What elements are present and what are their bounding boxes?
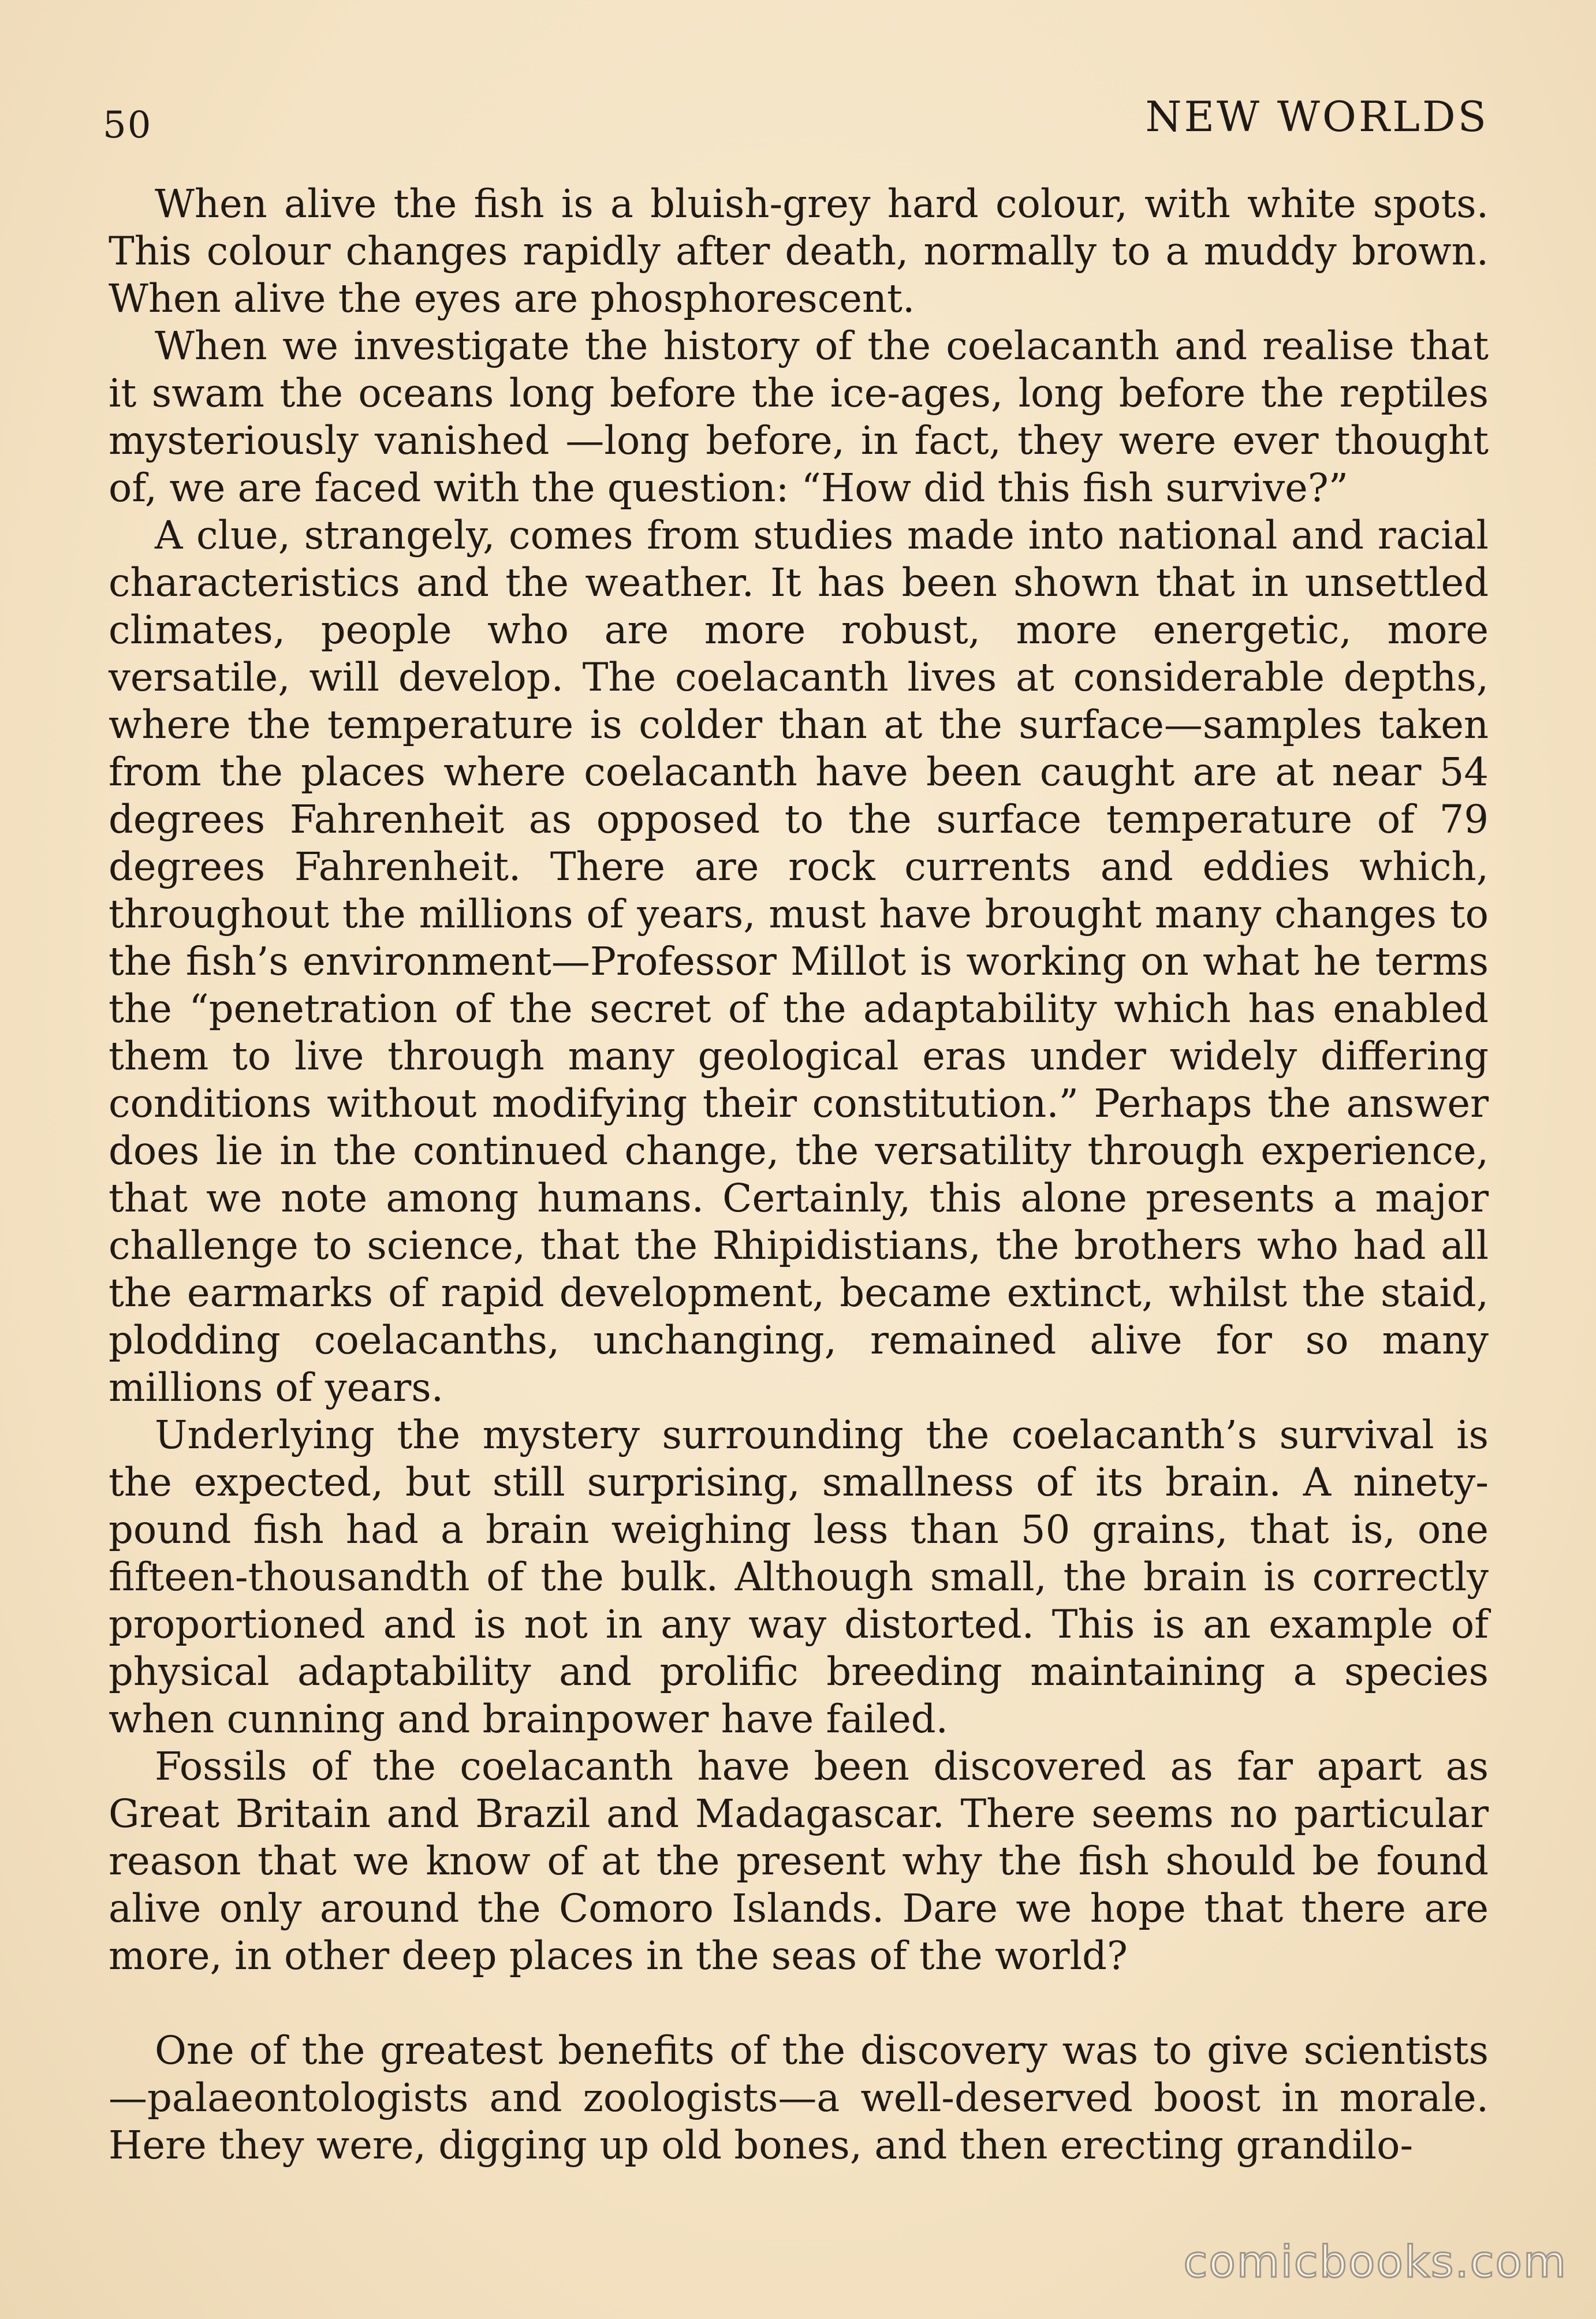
paragraph-brain-size: Underlying the mystery surrounding the coelacanth’s survival is the expected, but still surprising, smallness of its brain. A ninety-pound fish had a brain weighing less than 50 grains, that is, one fifteen-thousandth of the bulk. Although small, the brain is correctly proportioned and is not in any way distorted. This is an example of physical adaptability and prolific breeding maintaining a species when cunning and brainpower have failed.: [109, 1412, 1489, 1742]
paragraph-benefits: One of the greatest benefits of the discovery was to give scientists —palaeontologists and zoologists—a well-deserved boost in morale. Here they were, digging up old bones, and then erecting grandilo-: [109, 2028, 1489, 2168]
page-header: [103, 87, 1489, 150]
paragraph-climate-clue: A clue, strangely, comes from studies made into national and racial characteristics and the weather. It has been shown that in unsettled climates, people who are more robust, more energetic, more versatile, will develop. The coelacanth lives at considerable depths, where the temperature is colder than at the surface—samples taken from the places where coelacanth have been caught are at near 54 degrees Fahrenheit as opposed to the surface temperature of 79 degrees Fahrenheit. There are rock currents and eddies which, throughout the millions of years, must have brought many changes to the fish’s environment—Professor Millot is working on what he terms the “penetration of the secret of the adaptability which has enabled them to live through many geological eras under widely differing conditions without modifying their constitution.” Perhaps the answer does lie in the continued change, the versatility through experience, that we note among humans. Certainly, this alone presents a major challenge to science, that the Rhipidistians, the brothers who had all the earmarks of rapid development, became extinct, whilst the staid, plodding coelacanths, unchanging, remained alive for so many millions of years.: [109, 513, 1489, 1410]
page-number: 50: [103, 104, 152, 147]
body-text: [109, 180, 1489, 2169]
paragraph-fish-colour: When alive the fish is a bluish-grey hard colour, with white spots. This colour changes rapidly after death, normally to a muddy brown. When alive the eyes are phosphorescent.: [109, 181, 1489, 321]
running-head: NEW WORLDS: [1145, 92, 1489, 141]
paragraph-history: When we investigate the history of the coelacanth and realise that it swam the oceans long before the ice-ages, long before the reptiles mysteriously vanished —long before, in fact, they were ever thought of, we are faced with the question: “How did this fish survive?”: [109, 323, 1489, 510]
watermark: comicbooks.com: [1183, 2236, 1567, 2287]
paragraph-fossils: Fossils of the coelacanth have been discovered as far apart as Great Britain and Brazil and Madagascar. There seems no particular reason that we know of at the present why the fish should be found alive only around the Comoro Islands. Dare we hope that there are more, in other deep places in the seas of the world?: [109, 1744, 1489, 1978]
